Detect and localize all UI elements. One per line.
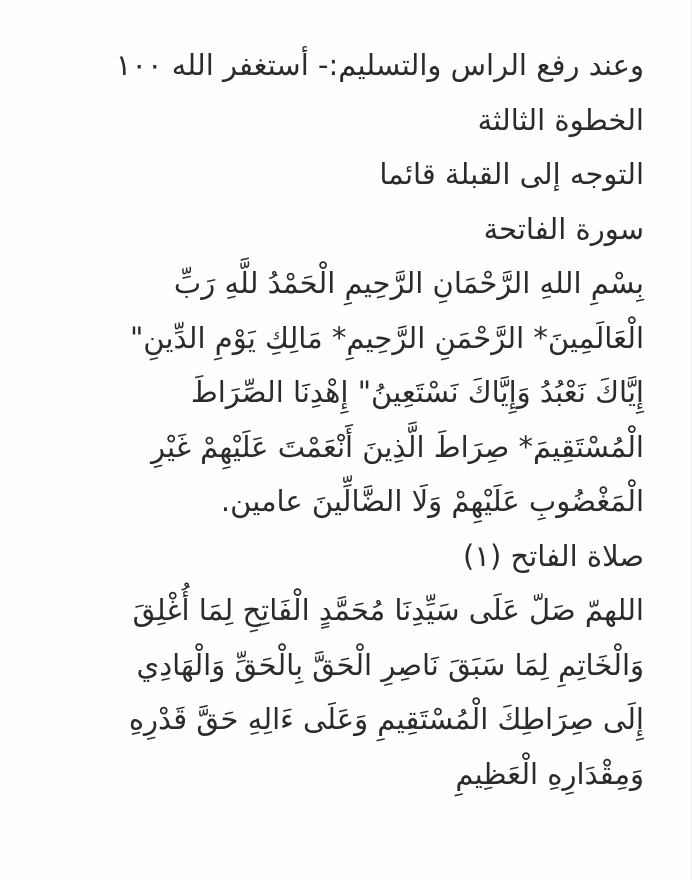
text-line-forgiveness: وعند رفع الراس والتسليم:- أستغفر الله ١٠٠ [115,48,644,82]
fatiha-line-2: الْعَالَمِينَ* الرَّحْمَنِ الرَّحِيمِ* مَالِكِ يَوْمِ الدِّينِ" [129,320,644,355]
fatiha-line-1: بِسْمِ اللهِ الرَّحْمَانِ الرَّحِيمِ الْحَمْدُ للَّهِ رَبِّ [173,266,644,300]
fatiha-line-3: إِيَّاكَ نَعْبُدُ وَإِيَّاكَ نَسْتَعِينُ" إِهْدِنَا الصِّرَاطَ [190,375,644,409]
fatiha-line-5: الْمَغْضُوبِ عَلَيْهِمْ وَلَا الضَّالِّينَ عامين. [220,484,644,518]
salat-line-4: وَمِقْدَارِهِ الْعَظِيمِ [455,756,644,791]
heading-surat-al-fatiha: سورة الفاتحة [483,211,644,246]
text-line-face-qibla: التوجه إلى القبلة قائما [379,157,644,191]
salat-line-3: إِلَى صِرَاطِكَ الْمُسْتَقِيمِ وَعَلَى ءَالِهِ حَقَّ قَدْرِهِ [128,702,644,736]
heading-salat-al-fatih: صلاة الفاتح (١) [463,538,644,573]
salat-line-2: وَالْخَاتِمِ لِمَا سَبَقَ نَاصِرِ الْحَقَّ بِالْحَقِّ وَالْهَادِي [136,647,644,682]
document-text [44,38,644,801]
fatiha-line-4: الْمُسْتَقِيمَ* صِرَاطَ الَّذِينَ أَنْعَمْتَ عَلَيْهِمْ غَيْرِ [151,429,644,464]
salat-line-1: اللهمّ صَلّ عَلَى سَيِّدِنَا مُحَمَّدٍ الْفَاتِحِ لِمَا أُغْلِقَ [132,593,644,627]
heading-step-three: الخطوة الثالثة [477,102,644,137]
